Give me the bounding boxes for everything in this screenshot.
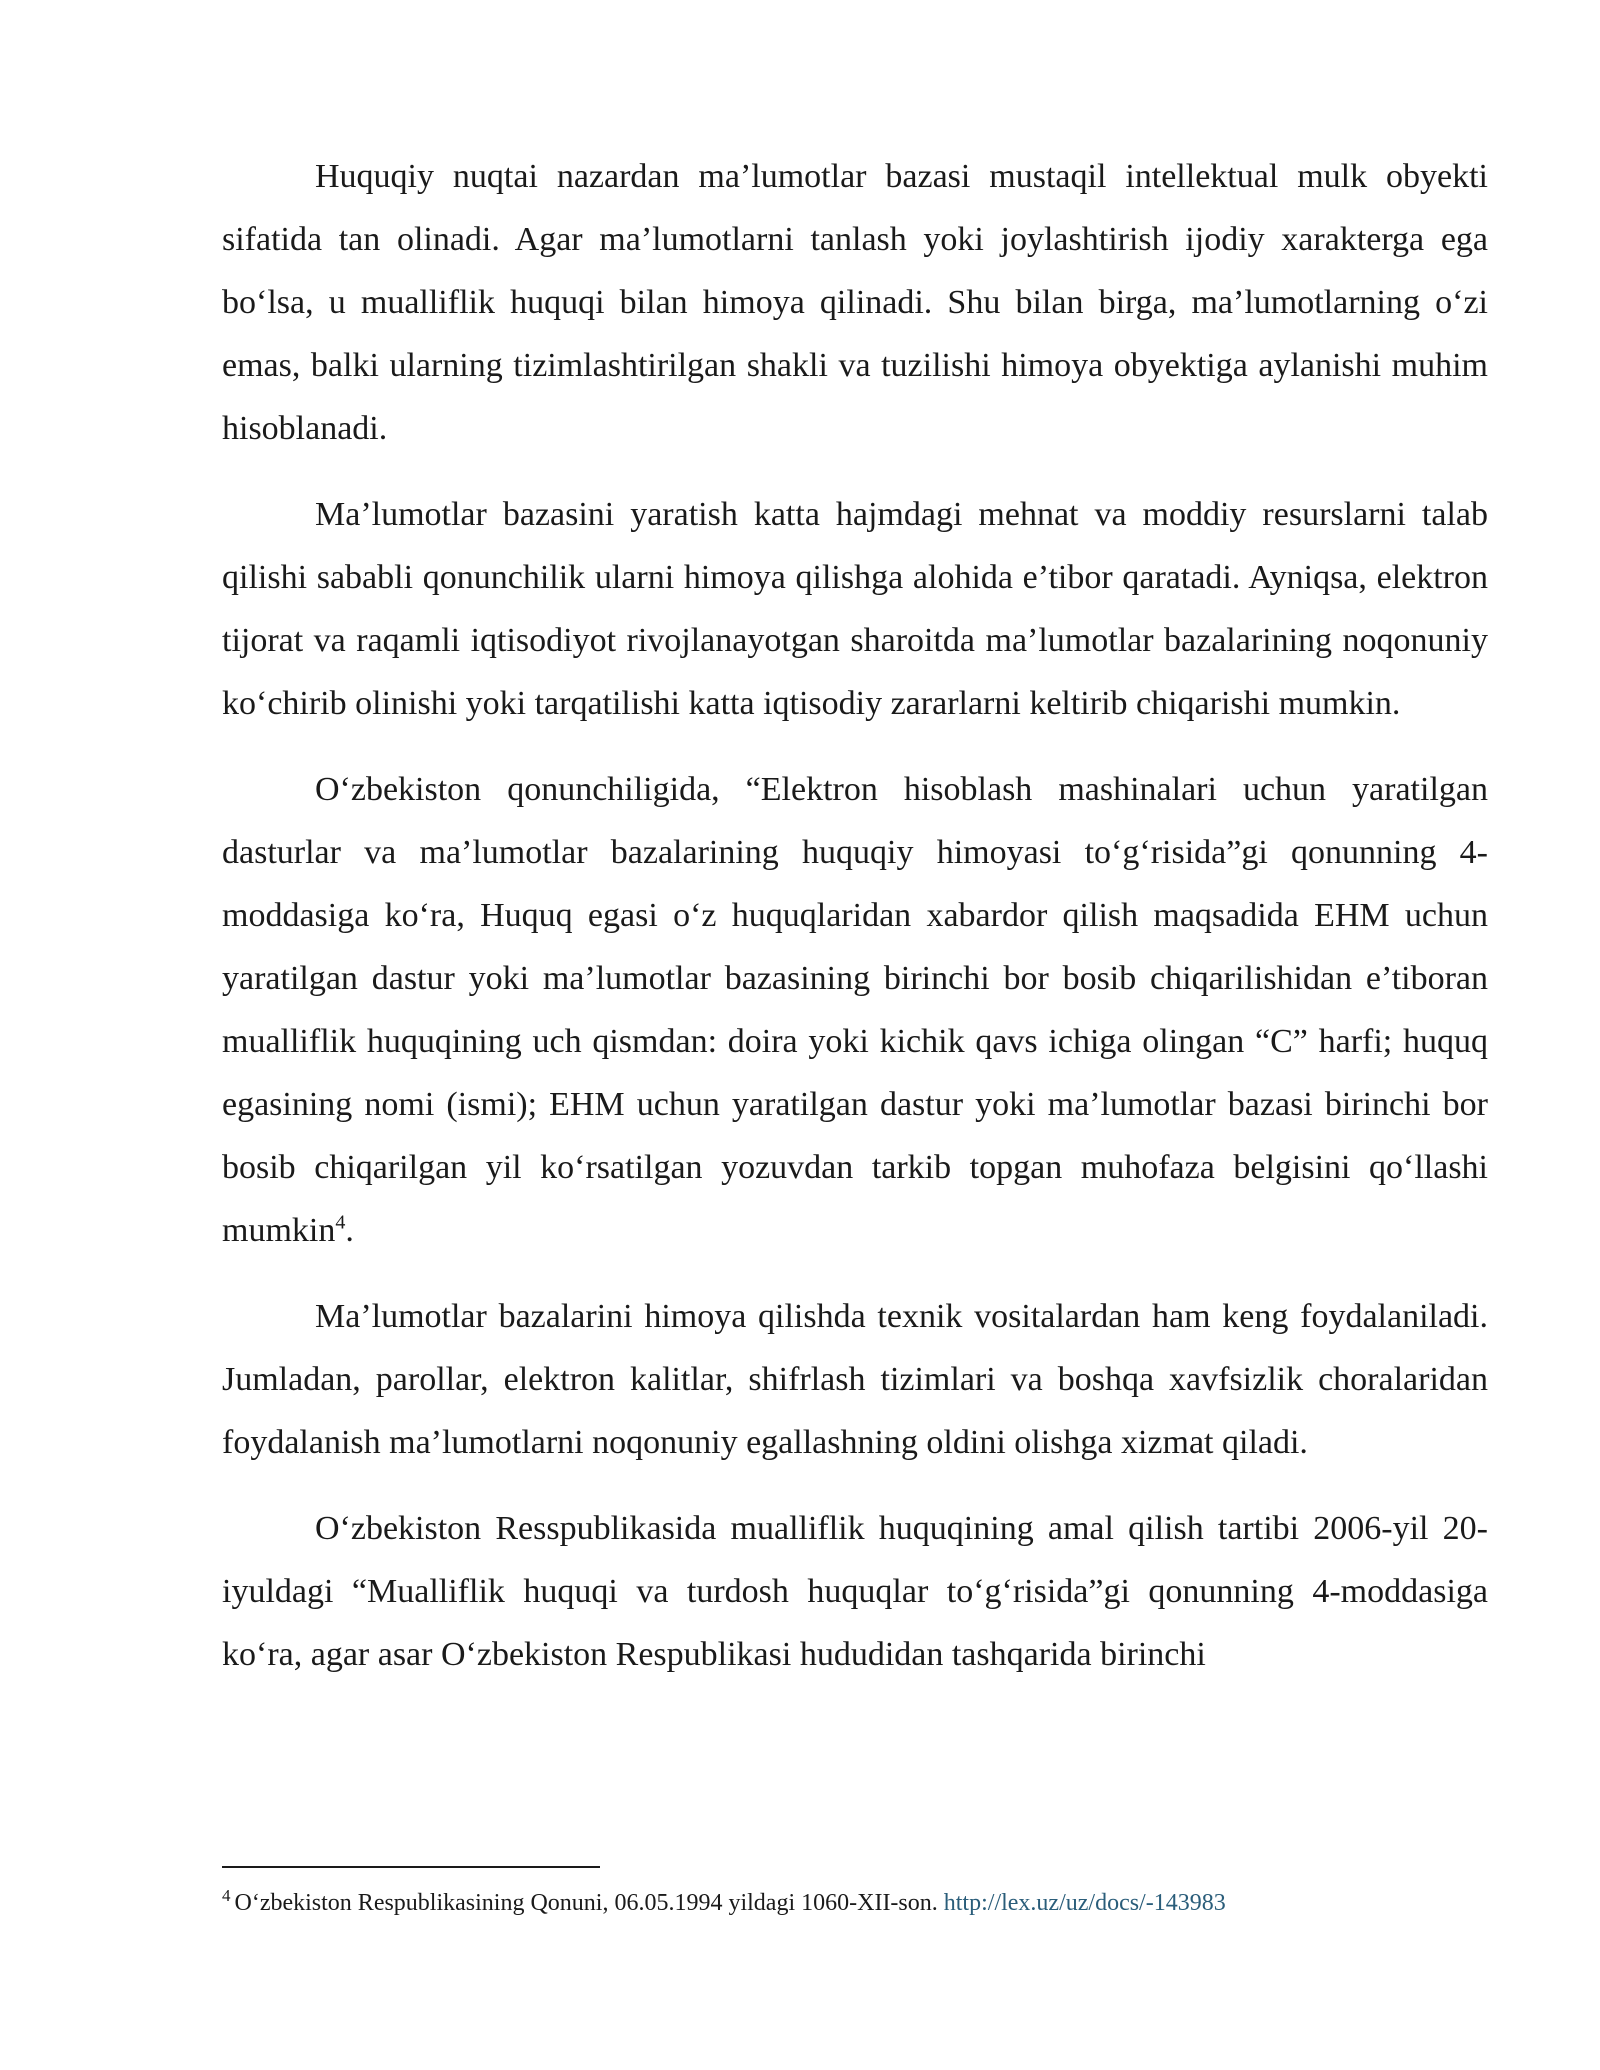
document-body [222,145,1488,1709]
paragraph-1: Huquqiy nuqtai nazardan ma’lumotlar bazasi mustaqil intellektual mulk obyekti sifatida tan olinadi. Agar ma’lumotlarni tanlash yoki joylashtirish ijodiy xarakterga ega bo‘lsa, u mualliflik huquqi bilan himoya qilinadi. Shu bilan birga, ma’lumotlarning o‘zi emas, balki ularning tizimlashtirilgan shakli va tuzilishi himoya obyektiga aylanishi muhim hisoblanadi. [222,158,1488,447]
paragraph-3-text: O‘zbekiston qonunchiligida, “Elektron hisoblash mashinalari uchun yaratilgan dasturlar va ma’lumotlar bazalarining huquqiy himoyasi to‘g‘risida”gi qonunning 4-moddasiga ko‘ra, Huquq egasi o‘z huquqlaridan xabardor qilish maqsadida EHM uchun yaratilgan dastur yoki ma’lumotlar bazasining birinchi bor bosib chiqarilishidan e’tiboran mualliflik huquqining uch qismdan: doira yoki kichik qavs ichiga olingan “C” harfi; huquq egasining nomi (ismi); EHM uchun yaratilgan dastur yoki ma’lumotlar bazasi birinchi bor bosib chiqarilgan yil ko‘rsatilgan yozuvdan tarkib topgan muhofaza belgisini qo‘llashi mumkin [222,771,1488,1249]
footnote-link[interactable]: http://lex.uz/uz/docs/-143983 [943,1890,1226,1916]
footnote-text: O‘zbekiston Respublikasining Qonuni, 06.05.1994 yildagi 1060-XII-son. [234,1890,944,1916]
footnote [222,1886,1488,1920]
paragraph-3 [222,758,1488,1262]
paragraph-5: O‘zbekiston Resspublikasida mualliflik huquqining amal qilish tartibi 2006-yil 20-iyuldagi “Mualliflik huquqi va turdosh huquqlar to‘g‘risida”gi qonunning 4-moddasiga ko‘ra, agar asar O‘zbekiston Respublikasi hududidan tashqarida birinchi [222,1510,1488,1673]
paragraph-2: Ma’lumotlar bazasini yaratish katta hajmdagi mehnat va moddiy resurslarni talab qilishi sababli qonunchilik ularni himoya qilishga alohida e’tibor qaratadi. Ayniqsa, elektron tijorat va raqamli iqtisodiyot rivojlanayotgan sharoitda ma’lumotlar bazalarining noqonuniy ko‘chirib olinishi yoki tarqatilishi katta iqtisodiy zararlarni keltirib chiqarishi mumkin. [222,496,1488,722]
paragraph-4: Ma’lumotlar bazalarini himoya qilishda texnik vositalardan ham keng foydalaniladi. Jumladan, parollar, elektron kalitlar, shifrlash tizimlari va boshqa xavfsizlik choralaridan foydalanish ma’lumotlarni noqonuniy egallashning oldini olishga xizmat qiladi. [222,1298,1488,1461]
footnote-marker: 4 [222,1886,231,1905]
footnote-separator [222,1866,600,1868]
footnote-reference[interactable]: 4 [335,1211,346,1234]
paragraph-3-period: . [345,1212,354,1249]
